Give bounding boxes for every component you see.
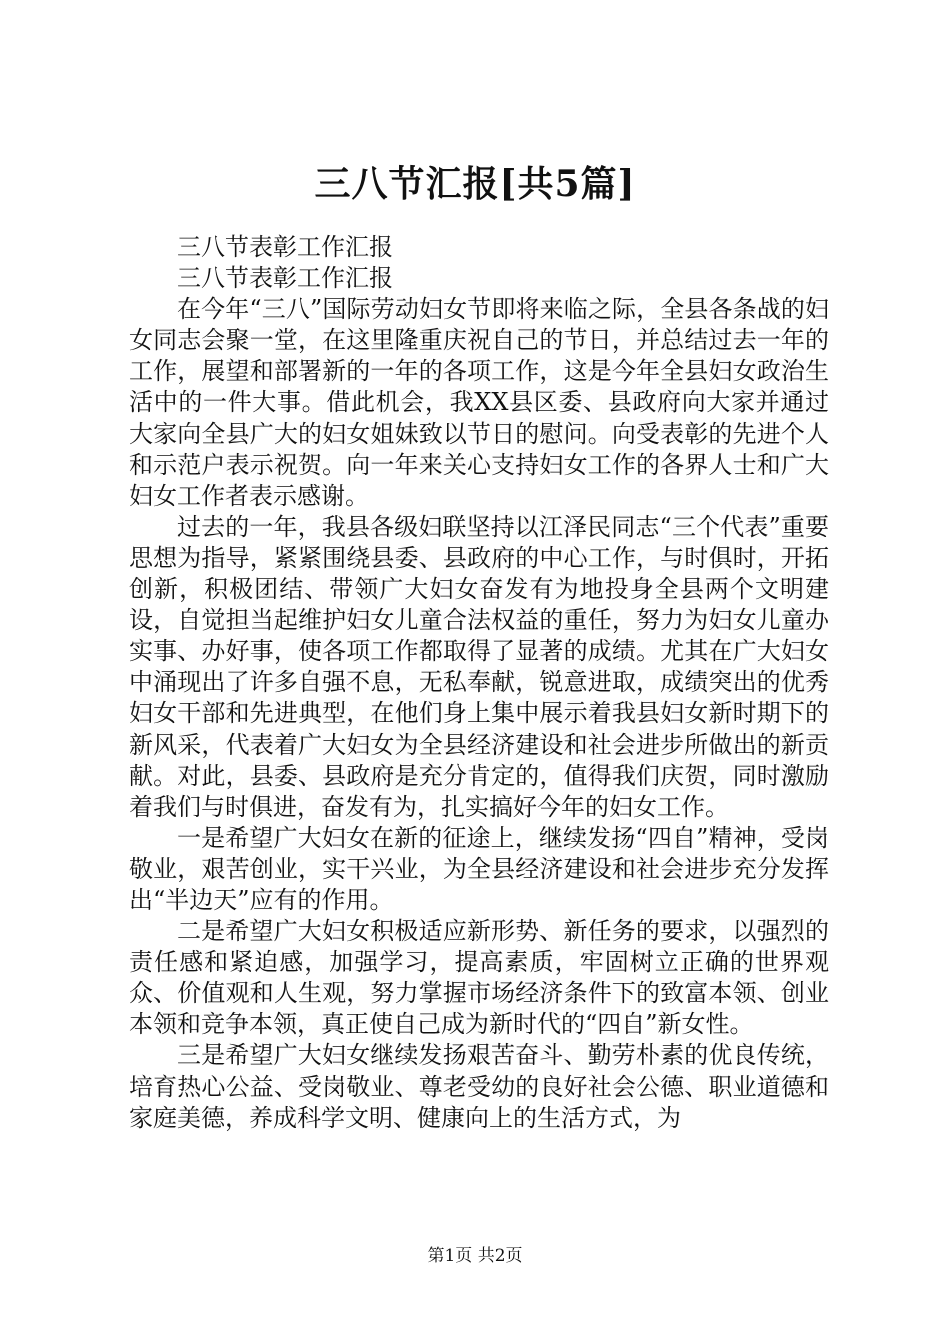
paragraph: 二是希望广大妇女积极适应新形势、新任务的要求，以强烈的责任感和紧迫感，加强学习，提高素质，牢固树立正确的世界观众、价值观和人生观，努力掌握市场经济条件下的致富本领、创业本领和竞争本领，真正使自己成为新时代的“四自”新女性。 xyxy=(129,917,829,1039)
page-footer: 第1页 共2页 xyxy=(427,1246,523,1266)
document-title: 三八节汇报[共5篇] xyxy=(314,163,636,205)
paragraph-heading-1: 三八节表彰工作汇报 xyxy=(177,233,393,261)
paragraph: 三是希望广大妇女继续发扬艰苦奋斗、勤劳朴素的优良传统，培育热心公益、受岗敬业、尊老受幼的良好社会公德、职业道德和家庭美德，养成科学文明、健康向上的生活方式，为 xyxy=(129,1041,829,1132)
paragraph-heading-2: 三八节表彰工作汇报 xyxy=(177,264,393,293)
paragraph: 在今年“三八”国际劳动妇女节即将来临之际，全县各条战的妇女同志会聚一堂，在这里隆重庆祝自己的节日，并总结过去一年的工作，展望和部署新的一年的各项工作，这是今年全县妇女政治生活中的一件大事。借此机会，我XX县区委、县政府向大家并通过大家向全县广大的妇女姐妹致以节日的慰问。向受表彰的先进个人和示范户表示祝贺。向一年来关心支持妇女工作的各界人士和广大妇女工作者表示感谢。 xyxy=(129,295,829,510)
paragraph: 一是希望广大妇女在新的征途上，继续发扬“四自”精神，受岗敬业，艰苦创业，实干兴业，为全县经济建设和社会进步充分发挥出“半边天”应有的作用。 xyxy=(129,823,829,914)
document-body xyxy=(129,232,829,1134)
paragraph: 过去的一年，我县各级妇联坚持以江泽民同志“三个代表”重要思想为指导，紧紧围绕县委、县政府的中心工作，与时俱时，开拓创新，积极团结、带领广大妇女奋发有为地投身全县两个文明建设，自觉担当起维护妇女儿童合法权益的重任，努力为妇女儿童办实事、办好事，使各项工作都取得了显著的成绩。尤其在广大妇女中涌现出了许多自强不息，无私奉献，锐意进取，成绩突出的优秀妇女干部和先进典型，在他们身上集中展示着我县妇女新时期下的新风采，代表着广大妇女为全县经济建设和社会进步所做出的新贡献。对此，县委、县政府是充分肯定的，值得我们庆贺，同时激励着我们与时俱进，奋发有为，扎实搞好今年的妇女工作。 xyxy=(129,512,829,821)
